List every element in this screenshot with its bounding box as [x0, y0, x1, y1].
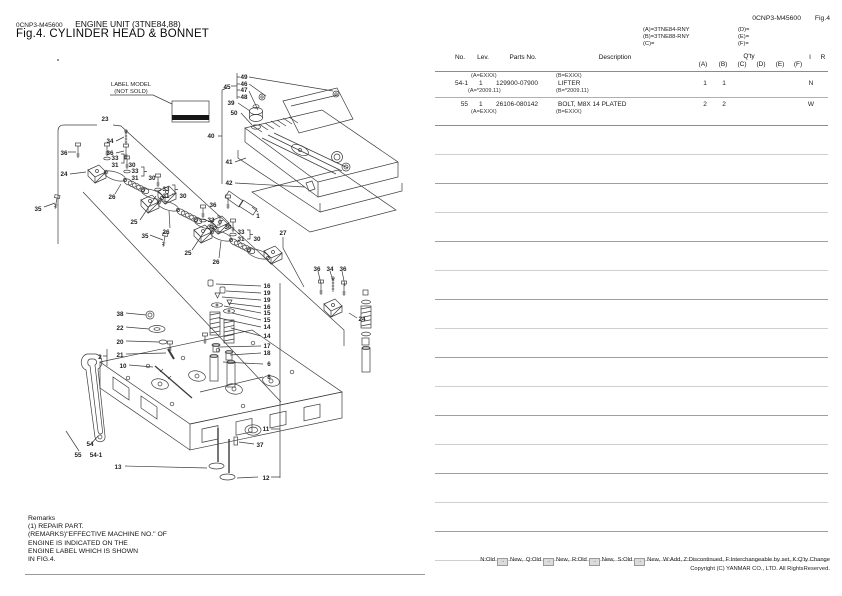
empty-row-rule — [435, 241, 828, 242]
empty-row-rule — [435, 212, 828, 213]
remarks-lines — [28, 523, 167, 564]
document-code-right: 0CNP3-M45600 — [752, 15, 801, 22]
old-to-new-icon: → — [589, 558, 600, 566]
legend-new: New, — [647, 557, 661, 563]
label-model-text: LABEL MODEL — [110, 82, 152, 88]
callout-label: 31 — [237, 236, 245, 243]
cell-lev: 1 — [479, 101, 483, 108]
callout-label: 35 — [141, 233, 149, 240]
legend-new: New, — [510, 557, 523, 563]
callout-label: 26 — [162, 229, 170, 236]
legend-code: R:Old — [571, 557, 587, 563]
callout-label: 22 — [116, 325, 124, 332]
callout-label: 45 — [223, 84, 231, 91]
callout-label: 30 — [224, 224, 232, 231]
callout-label: 6 — [267, 361, 271, 368]
qty-subcol: (E) — [775, 61, 785, 68]
callout-label: 16 — [263, 304, 271, 311]
callout-label: 14 — [263, 324, 271, 331]
old-to-new-icon: → — [543, 558, 554, 566]
callout-label: 55 — [74, 452, 82, 459]
col-description: Description — [598, 54, 632, 61]
empty-row-rule — [435, 473, 828, 474]
legend-code: Q:Old — [525, 557, 542, 563]
callout-label: 48 — [240, 94, 248, 101]
callout-label: 33 — [162, 186, 170, 193]
callout-label: 36 — [339, 266, 347, 273]
cell-i: N — [808, 80, 814, 87]
qty-subcol: (B) — [718, 61, 728, 68]
callout-label: 31 — [162, 193, 170, 200]
cell-i: W — [807, 101, 815, 108]
callout-label: 38 — [116, 311, 124, 318]
callout-label: 49 — [240, 74, 248, 81]
callout-label: 31 — [131, 175, 139, 182]
empty-row-rule — [435, 328, 828, 329]
table-rule — [435, 71, 828, 72]
legend-new: New, — [556, 557, 569, 563]
col-i: I — [809, 54, 811, 61]
legend-new: New, — [601, 557, 615, 563]
callout-label: 31 — [111, 162, 119, 169]
empty-row-rule — [435, 502, 828, 503]
parts-diagram — [25, 55, 435, 505]
row-note: (B=EXXX) — [556, 73, 582, 79]
callout-label: 54-1 — [89, 452, 103, 459]
callout-label: 20 — [116, 339, 124, 346]
qty-subcol: (C) — [737, 61, 747, 68]
callout-label: 50 — [230, 110, 238, 117]
remarks-line: IN FIG.4. — [28, 556, 56, 564]
diagram-lines — [44, 59, 402, 480]
callout-label: 19 — [263, 297, 271, 304]
col-lev: Lev. — [477, 54, 489, 61]
callout-label: 25 — [184, 250, 192, 257]
callout-label: 34 — [326, 266, 334, 273]
callout-label: 30 — [179, 193, 187, 200]
remarks-title: Remarks — [28, 515, 56, 522]
callout-label: 15 — [263, 310, 271, 317]
document-code: 0CNP3-M45600 — [16, 22, 63, 29]
legend-code: S:Old — [617, 557, 633, 563]
cell-parts-no: 129900-07900 — [496, 80, 538, 87]
callout-label: 26 — [212, 259, 220, 266]
callout-label: 30 — [253, 236, 261, 243]
col-r: R — [820, 54, 826, 61]
callout-label: 18 — [263, 350, 271, 357]
empty-row-rule — [435, 299, 828, 300]
variant-line: (E)= — [738, 34, 750, 40]
table-row — [432, 80, 832, 88]
empty-row-rule — [435, 183, 828, 184]
diagram-stamped-parts — [53, 130, 371, 352]
cell-qty-b: 1 — [722, 80, 726, 87]
cell-no: 55 — [460, 101, 468, 108]
table-row — [432, 101, 832, 109]
callout-label: 25 — [130, 219, 138, 226]
callout-label: 37 — [256, 442, 264, 449]
callout-label: 8 — [267, 374, 271, 381]
callout-label: 42 — [225, 180, 233, 187]
legend-tail: W:Add, Z:Discontinued, F:Interchangeable by set, K:Q'ty Change — [663, 557, 830, 563]
table-rule — [435, 97, 828, 98]
remarks-line: ENGINE LABEL WHICH IS SHOWN — [28, 547, 139, 555]
callout-label: 40 — [207, 133, 215, 140]
cell-no: 54-1 — [454, 80, 468, 87]
qty-subcol: (D) — [756, 61, 766, 68]
callout-label: 11 — [262, 426, 270, 433]
cell-qty-a: 1 — [703, 80, 707, 87]
label-model-text: (NOT SOLD) — [114, 89, 148, 95]
row-note: (B=*2009.11) — [556, 88, 589, 94]
callout-label: 36 — [209, 202, 217, 209]
callout-label: 26 — [108, 194, 116, 201]
variant-legend-right — [738, 27, 749, 48]
callout-label: 2 — [98, 354, 102, 361]
callout-label: 30 — [128, 162, 136, 169]
callout-label: 41 — [225, 159, 233, 166]
figure-title: Fig.4. CYLINDER HEAD & BONNET — [16, 28, 210, 40]
callout-label: 17 — [263, 343, 271, 350]
callout-label: 33 — [111, 155, 119, 162]
empty-row-rule — [435, 415, 828, 416]
callout-label: 33 — [207, 217, 215, 224]
row-note: (A=EXXX) — [471, 73, 497, 79]
callout-label: 10 — [119, 363, 127, 370]
empty-row-rule — [435, 444, 828, 445]
cell-lev: 1 — [479, 80, 483, 87]
callout-label: 27 — [279, 230, 287, 237]
col-parts-no: Parts No. — [509, 54, 537, 61]
remarks-block — [28, 515, 167, 564]
cell-description: BOLT, M8X 14 PLATED — [558, 101, 627, 108]
callout-label: 36 — [106, 150, 114, 157]
qty-subcol: (A) — [698, 61, 708, 68]
variant-line: (D)= — [738, 27, 750, 33]
variant-line: (F)= — [738, 41, 749, 47]
unit-title: ENGINE UNIT (3TNE84,88) — [75, 19, 181, 29]
empty-row-rule — [435, 357, 828, 358]
cell-parts-no: 26106-080142 — [496, 101, 538, 108]
callout-label: 39 — [227, 100, 235, 107]
callout-label: 12 — [262, 475, 270, 482]
callout-label: 19 — [263, 290, 271, 297]
cell-qty-b: 2 — [722, 101, 726, 108]
callout-label: 14 — [263, 333, 271, 340]
empty-row-rule — [435, 531, 828, 532]
callout-label: 31 — [207, 224, 215, 231]
variant-line: (A)=3TNE84-RNY — [643, 27, 690, 33]
col-qty: Q'ty — [743, 53, 755, 60]
parts-table — [432, 0, 836, 596]
callout-label: 15 — [263, 317, 271, 324]
callout-label: 24 — [358, 316, 366, 323]
status-legend — [477, 557, 830, 566]
row-note: (B=EXXX) — [556, 109, 582, 115]
divider — [25, 574, 425, 575]
figure-number: Fig.4 — [814, 15, 830, 22]
remarks-line: (1) REPAIR PART. — [28, 523, 84, 531]
variant-legend-left — [643, 27, 690, 48]
callout-label: 33 — [237, 229, 245, 236]
empty-row-rule — [435, 154, 828, 155]
callout-label: 36 — [60, 150, 68, 157]
callout-label: 54 — [86, 441, 94, 448]
variant-line: (B)=3TNE88-RNY — [643, 34, 690, 40]
cell-description: LIFTER — [558, 80, 581, 87]
callout-label: 35 — [34, 206, 42, 213]
table-row — [432, 109, 832, 117]
callout-label: 47 — [240, 87, 248, 94]
cell-qty-a: 2 — [703, 101, 707, 108]
qty-subcol: (F) — [793, 61, 803, 68]
old-to-new-icon: → — [497, 558, 508, 566]
row-note: (A=EXXX) — [471, 109, 497, 115]
remarks-line: (REMARKS)"EFFECTIVE MACHINE NO." OF — [28, 531, 167, 539]
callout-label: 16 — [263, 283, 271, 290]
callout-label: 30 — [148, 175, 156, 182]
empty-row-rule — [435, 270, 828, 271]
col-no: No. — [454, 54, 466, 61]
copyright: Copyright (C) YANMAR CO., LTD. All RightsReserved. — [690, 566, 830, 572]
remarks-line: ENGINE IS INDICATED ON THE — [28, 539, 128, 547]
callout-label: 33 — [131, 168, 139, 175]
variant-line: (C)= — [643, 41, 655, 47]
callout-label: 1 — [256, 213, 260, 220]
callout-label: 46 — [240, 81, 248, 88]
callout-label: 13 — [114, 464, 122, 471]
empty-row-rule — [435, 386, 828, 387]
callout-label: 23 — [101, 116, 109, 123]
legend-code: N:Old — [480, 557, 496, 563]
callout-label: 34 — [106, 138, 114, 145]
row-note: (A=*2009.11) — [468, 88, 501, 94]
callout-label: 24 — [60, 171, 68, 178]
callout-label: 36 — [313, 266, 321, 273]
callout-label: 21 — [116, 352, 124, 359]
table-rule — [435, 125, 828, 126]
old-to-new-icon: → — [634, 558, 645, 566]
diagram-callouts — [34, 74, 366, 482]
table-row — [432, 88, 832, 96]
